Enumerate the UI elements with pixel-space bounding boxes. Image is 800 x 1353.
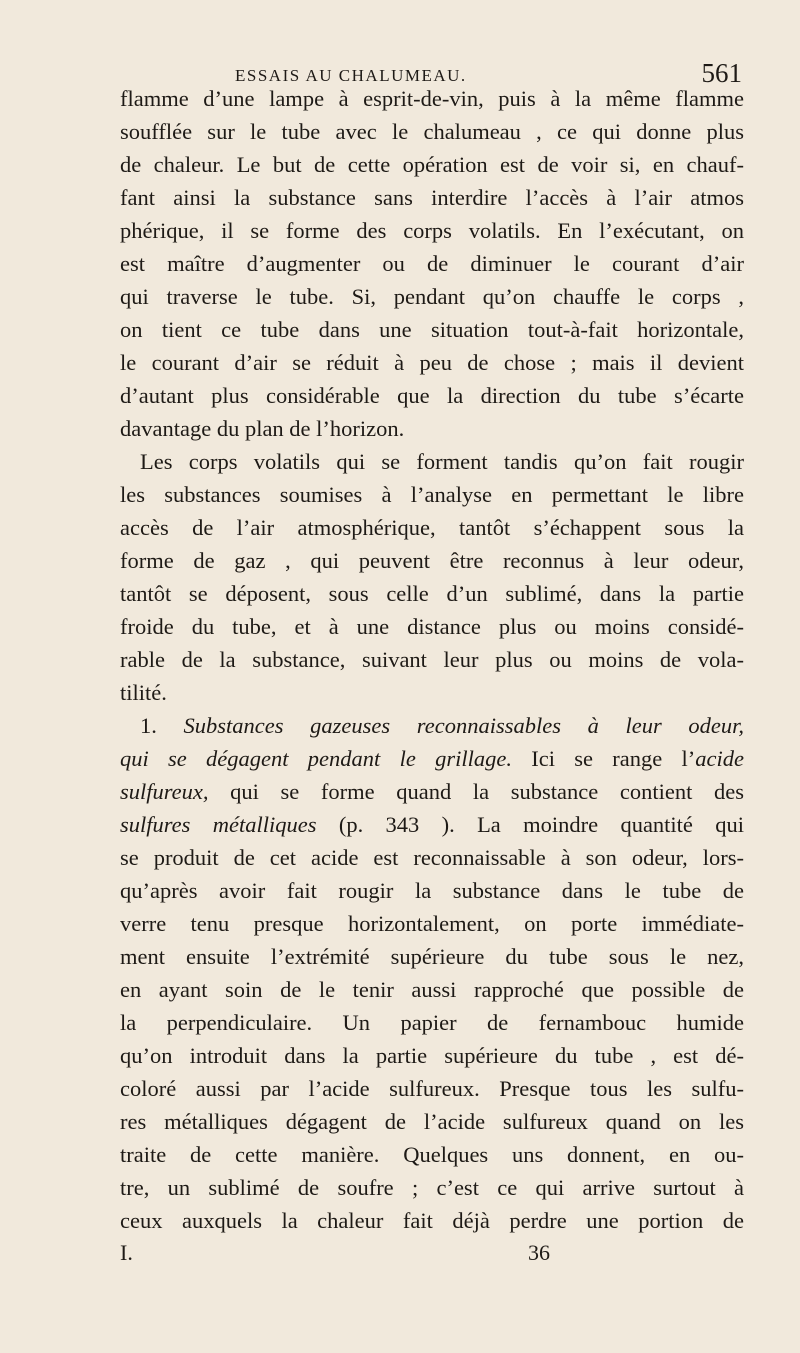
text-line	[120, 874, 744, 907]
text-line	[120, 775, 744, 808]
text-segment: accès de l’air atmosphérique, tantôt s’échappent sous la	[120, 515, 744, 540]
text-segment: froide du tube, et à une distance plus ou moins considé-	[120, 614, 744, 639]
text-line	[120, 940, 744, 973]
text-line	[120, 511, 744, 544]
text-segment: les substances soumises à l’analyse en permettant le libre	[120, 482, 744, 507]
text-line	[120, 577, 744, 610]
text-line	[120, 544, 744, 577]
text-line	[120, 1138, 744, 1171]
text-segment: verre tenu presque horizontalement, on porte immédiate-	[120, 911, 744, 936]
text-segment: en ayant soin de le tenir aussi rapproché que possible de	[120, 977, 744, 1002]
text-segment: tilité.	[120, 680, 167, 705]
text-line	[120, 709, 744, 742]
text-line	[120, 247, 744, 280]
gathering-number: 36	[528, 1240, 550, 1265]
italic-text: sulfureux,	[120, 779, 209, 804]
text-line	[120, 445, 744, 478]
text-segment: forme de gaz , qui peuvent être reconnus à leur odeur,	[120, 548, 744, 573]
text-line	[120, 808, 744, 841]
text-line	[120, 478, 744, 511]
page-number: 561	[701, 58, 742, 88]
italic-text: qui se dégagent pendant le grillage.	[120, 746, 512, 771]
italic-text: acide	[695, 746, 744, 771]
text-line	[120, 412, 744, 445]
italic-text: Substances gazeuses reconnaissables à leur odeur,	[183, 713, 745, 738]
text-line	[120, 742, 744, 775]
text-segment: tantôt se déposent, sous celle d’un sublimé, dans la partie	[120, 581, 744, 606]
text-segment: rable de la substance, suivant leur plus ou moins de vola-	[120, 647, 744, 672]
text-line	[120, 1171, 744, 1204]
text-line	[120, 1105, 744, 1138]
text-line	[120, 214, 744, 247]
text-line	[120, 313, 744, 346]
text-segment: flamme d’une lampe à esprit-de-vin, puis à la même flamme	[120, 86, 744, 111]
text-line	[120, 181, 744, 214]
text-segment: 1.	[140, 713, 184, 738]
text-line	[120, 907, 744, 940]
body-text	[120, 82, 744, 1237]
text-segment: coloré aussi par l’acide sulfureux. Presque tous les sulfu-	[120, 1076, 744, 1101]
text-segment: Ici se range l’	[511, 746, 696, 771]
text-segment: Les corps volatils qui se forment tandis qu’on fait rougir	[140, 449, 744, 474]
text-segment: d’autant plus considérable que la direction du tube s’écarte	[120, 383, 744, 408]
text-segment: ceux auxquels la chaleur fait déjà perdre une portion de	[120, 1208, 744, 1233]
text-segment: traite de cette manière. Quelques uns donnent, en ou-	[120, 1142, 744, 1167]
text-segment: qui se forme quand la substance contient des	[208, 779, 744, 804]
text-line	[120, 115, 744, 148]
text-line	[120, 610, 744, 643]
text-line	[120, 1204, 744, 1237]
text-line	[120, 82, 744, 115]
text-segment: qu’on introduit dans la partie supérieure du tube , est dé-	[120, 1043, 744, 1068]
italic-text: sulfures métalliques	[120, 812, 317, 837]
text-line	[120, 1006, 744, 1039]
text-segment: qu’après avoir fait rougir la substance dans le tube de	[120, 878, 744, 903]
text-line	[120, 676, 744, 709]
text-segment: se produit de cet acide est reconnaissable à son odeur, lors-	[120, 845, 744, 870]
text-line	[120, 841, 744, 874]
text-segment: le courant d’air se réduit à peu de chose ; mais il devient	[120, 350, 744, 375]
running-title: ESSAIS AU CHALUMEAU.	[235, 66, 467, 85]
text-segment: fant ainsi la substance sans interdire l’accès à l’air atmos	[120, 185, 744, 210]
text-line	[120, 973, 744, 1006]
text-segment: tre, un sublimé de soufre ; c’est ce qui arrive surtout à	[120, 1175, 744, 1200]
text-line	[120, 643, 744, 676]
text-line	[120, 1039, 744, 1072]
text-line	[120, 346, 744, 379]
text-line	[120, 379, 744, 412]
text-segment: qui traverse le tube. Si, pendant qu’on chauffe le corps ,	[120, 284, 744, 309]
text-segment: on tient ce tube dans une situation tout-à-fait horizontale,	[120, 317, 744, 342]
text-segment: est maître d’augmenter ou de diminuer le courant d’air	[120, 251, 744, 276]
text-line	[120, 280, 744, 313]
text-segment: phérique, il se forme des corps volatils. En l’exécutant, on	[120, 218, 744, 243]
text-segment: res métalliques dégagent de l’acide sulfureux quand on les	[120, 1109, 744, 1134]
text-line	[120, 1072, 744, 1105]
text-line	[120, 148, 744, 181]
text-segment: de chaleur. Le but de cette opération est de voir si, en chauf-	[120, 152, 744, 177]
signature-mark: I.	[120, 1240, 133, 1265]
text-segment: la perpendiculaire. Un papier de fernambouc humide	[120, 1010, 744, 1035]
text-segment: davantage du plan de l’horizon.	[120, 416, 405, 441]
text-segment: soufflée sur le tube avec le chalumeau , ce qui donne plus	[120, 119, 744, 144]
text-segment: (p. 343 ). La moindre quantité qui	[316, 812, 744, 837]
text-segment: ment ensuite l’extrémité supérieure du tube sous le nez,	[120, 944, 744, 969]
